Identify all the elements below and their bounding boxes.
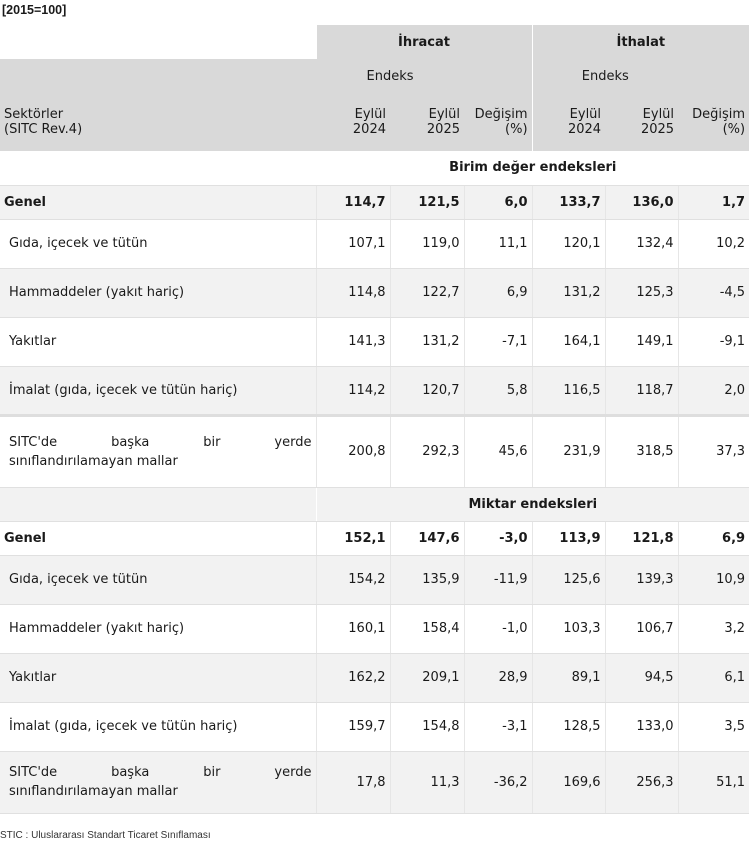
row-label-line1: SITC'de başka bir yerde <box>9 765 312 780</box>
import-sep-2025-header: Eylül 2025 <box>605 93 678 151</box>
table-row <box>0 268 749 317</box>
row-label: İmalat (gıda, içecek ve tütün hariç) <box>0 702 316 751</box>
header-group-row <box>0 25 749 59</box>
import-change-value: 1,7 <box>678 185 749 219</box>
import-change-value: 6,9 <box>678 521 749 555</box>
row-label: Genel <box>0 521 316 555</box>
import-2025-value: 106,7 <box>605 604 678 653</box>
export-change-value: -3,1 <box>464 702 532 751</box>
row-label: Genel <box>0 185 316 219</box>
export-2024-value: 152,1 <box>316 521 390 555</box>
table-row <box>0 219 749 268</box>
export-2025-value: 209,1 <box>390 653 464 702</box>
import-2024-value: 164,1 <box>532 317 605 366</box>
table-row <box>0 185 749 219</box>
import-2024-value: 125,6 <box>532 555 605 604</box>
table-row <box>0 604 749 653</box>
export-2025-value: 154,8 <box>390 702 464 751</box>
export-2024-value: 162,2 <box>316 653 390 702</box>
export-2025-value: 122,7 <box>390 268 464 317</box>
import-2025-value: 94,5 <box>605 653 678 702</box>
import-2025-value: 118,7 <box>605 366 678 415</box>
export-2024-value: 159,7 <box>316 702 390 751</box>
export-2024-value: 114,2 <box>316 366 390 415</box>
section-title-row <box>0 151 749 185</box>
import-change-value: 10,9 <box>678 555 749 604</box>
import-2025-value: 149,1 <box>605 317 678 366</box>
import-2024-value: 89,1 <box>532 653 605 702</box>
row-label <box>0 751 316 813</box>
row-label: Gıda, içecek ve tütün <box>0 555 316 604</box>
row-label: Hammaddeler (yakıt hariç) <box>0 268 316 317</box>
import-change-value: 37,3 <box>678 415 749 487</box>
unit-value-section-title: Birim değer endeksleri <box>316 151 749 185</box>
row-label <box>0 415 316 487</box>
table-row <box>0 521 749 555</box>
import-2024-value: 231,9 <box>532 415 605 487</box>
export-2024-value: 114,8 <box>316 268 390 317</box>
import-2024-value: 116,5 <box>532 366 605 415</box>
export-change-value: -11,9 <box>464 555 532 604</box>
import-sep-2024-header: Eylül 2024 <box>532 93 605 151</box>
export-change-value: 28,9 <box>464 653 532 702</box>
export-change-header: Değişim (%) <box>464 93 532 151</box>
export-sep-2024-header: Eylül 2024 <box>316 93 390 151</box>
import-change-value: -9,1 <box>678 317 749 366</box>
import-2024-value: 169,6 <box>532 751 605 813</box>
import-2025-value: 139,3 <box>605 555 678 604</box>
header-columns-row <box>0 93 749 151</box>
export-change-value: -7,1 <box>464 317 532 366</box>
table-row <box>0 653 749 702</box>
table-row <box>0 317 749 366</box>
export-sep-2025-header: Eylül 2025 <box>390 93 464 151</box>
row-label-line2: sınıflandırılamayan mallar <box>9 453 178 469</box>
import-2025-value: 132,4 <box>605 219 678 268</box>
import-2024-value: 133,7 <box>532 185 605 219</box>
import-2024-value: 131,2 <box>532 268 605 317</box>
table-row <box>0 555 749 604</box>
export-2025-value: 11,3 <box>390 751 464 813</box>
import-change-value: 2,0 <box>678 366 749 415</box>
import-2024-value: 120,1 <box>532 219 605 268</box>
header-index-row <box>0 59 749 93</box>
export-change-value: 45,6 <box>464 415 532 487</box>
row-label-line1: SITC'de başka bir yerde <box>9 434 312 450</box>
export-2025-value: 120,7 <box>390 366 464 415</box>
import-change-value: 10,2 <box>678 219 749 268</box>
row-label-line2: sınıflandırılamayan mallar <box>9 784 178 799</box>
quantity-section-title: Miktar endeksleri <box>316 487 749 521</box>
export-2025-value: 135,9 <box>390 555 464 604</box>
table-row <box>0 702 749 751</box>
import-change-value: 6,1 <box>678 653 749 702</box>
export-2024-value: 141,3 <box>316 317 390 366</box>
export-2025-value: 292,3 <box>390 415 464 487</box>
export-change-value: 6,0 <box>464 185 532 219</box>
export-2025-value: 131,2 <box>390 317 464 366</box>
import-2025-value: 125,3 <box>605 268 678 317</box>
import-change-value: 51,1 <box>678 751 749 813</box>
import-2024-value: 128,5 <box>532 702 605 751</box>
export-change-value: 11,1 <box>464 219 532 268</box>
import-change-value: 3,2 <box>678 604 749 653</box>
price-quantity-index-table <box>0 25 749 814</box>
table-row <box>0 415 749 487</box>
export-change-value: 5,8 <box>464 366 532 415</box>
export-change-value: -3,0 <box>464 521 532 555</box>
export-change-value: -36,2 <box>464 751 532 813</box>
sectors-header: Sektörler (SITC Rev.4) <box>0 93 316 151</box>
export-2024-value: 114,7 <box>316 185 390 219</box>
export-2024-value: 154,2 <box>316 555 390 604</box>
export-change-value: 6,9 <box>464 268 532 317</box>
export-2025-value: 121,5 <box>390 185 464 219</box>
section-title-row <box>0 487 749 521</box>
import-2025-value: 121,8 <box>605 521 678 555</box>
export-2024-value: 160,1 <box>316 604 390 653</box>
import-2024-value: 113,9 <box>532 521 605 555</box>
import-change-value: 3,5 <box>678 702 749 751</box>
import-2025-value: 256,3 <box>605 751 678 813</box>
table-row <box>0 751 749 813</box>
export-2024-value: 17,8 <box>316 751 390 813</box>
export-change-value: -1,0 <box>464 604 532 653</box>
export-2025-value: 158,4 <box>390 604 464 653</box>
export-2025-value: 147,6 <box>390 521 464 555</box>
row-label: Gıda, içecek ve tütün <box>0 219 316 268</box>
export-index-header: Endeks <box>316 59 464 93</box>
row-label: Yakıtlar <box>0 317 316 366</box>
export-2025-value: 119,0 <box>390 219 464 268</box>
import-2025-value: 318,5 <box>605 415 678 487</box>
import-change-value: -4,5 <box>678 268 749 317</box>
unit-label: [2015=100] <box>2 3 67 17</box>
row-label: Yakıtlar <box>0 653 316 702</box>
import-index-header: Endeks <box>532 59 678 93</box>
footnote: STIC : Uluslararası Standart Ticaret Sınıflaması <box>0 830 211 841</box>
export-2024-value: 200,8 <box>316 415 390 487</box>
import-2025-value: 133,0 <box>605 702 678 751</box>
row-label: Hammaddeler (yakıt hariç) <box>0 604 316 653</box>
import-change-header: Değişim (%) <box>678 93 749 151</box>
import-2025-value: 136,0 <box>605 185 678 219</box>
table-row <box>0 366 749 415</box>
export-2024-value: 107,1 <box>316 219 390 268</box>
export-header: İhracat <box>316 25 532 59</box>
import-2024-value: 103,3 <box>532 604 605 653</box>
import-header: İthalat <box>532 25 749 59</box>
row-label: İmalat (gıda, içecek ve tütün hariç) <box>0 366 316 415</box>
